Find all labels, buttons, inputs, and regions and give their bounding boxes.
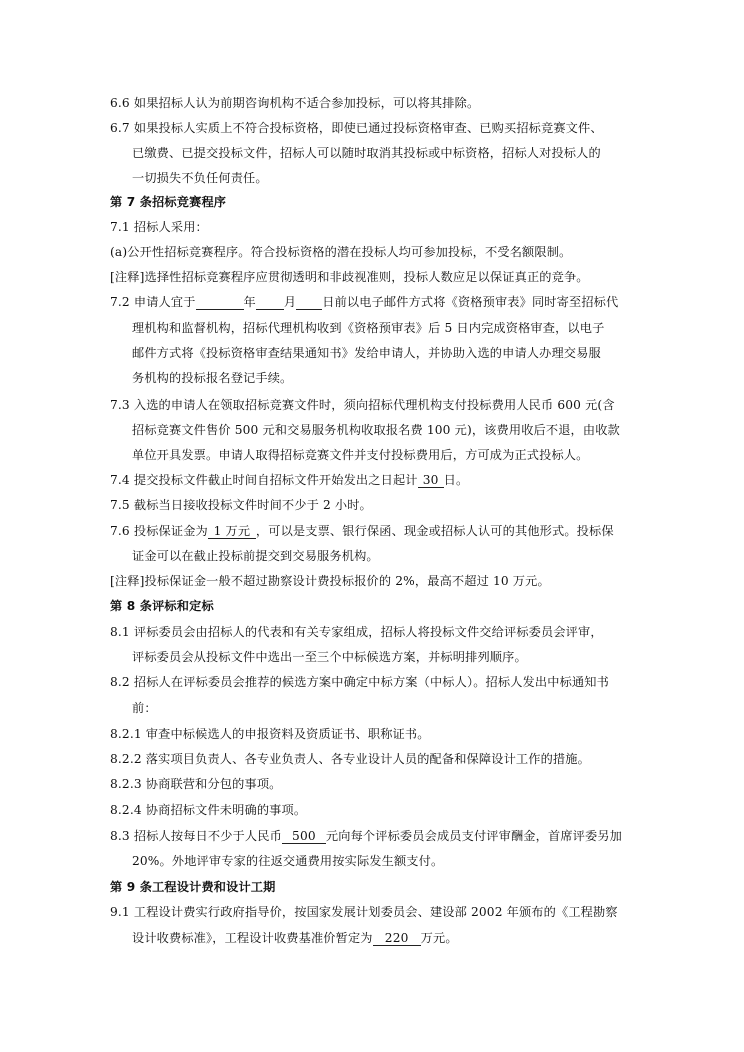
clause-6-7-cont: 一切损失不负任何责任。 — [132, 171, 268, 185]
clause-8-3-cont: 20%。外地评审专家的往返交通费用按实际发生额支付。 — [132, 854, 444, 868]
blank-day — [296, 295, 322, 310]
note-7-6: [注释]投标保证金一般不超过勘察设计费投标报价的 2%，最高不超过 10 万元。 — [110, 574, 550, 588]
clause-6-6: 6.6 如果招标人认为前期咨询机构不适合参加投标，可以将其排除。 — [110, 96, 480, 110]
clause-7-1: 7.1 招标人采用： — [110, 220, 208, 234]
clause-7-1-a: (a)公开性招标竞赛程序。符合投标资格的潜在投标人均可参加投标，不受名额限制。 — [110, 245, 572, 259]
clause-8-2-1: 8.2.1 审查中标候选人的申报资料及资质证书、职称证书。 — [110, 727, 430, 741]
clause-8-2-4: 8.2.4 协商招标文件未明确的事项。 — [110, 803, 307, 817]
clause-7-2-prefix: 7.2 申请人宜于 — [110, 295, 196, 309]
clause-8-2-cont: 前： — [132, 701, 157, 715]
clause-8-3 — [110, 828, 622, 844]
clause-7-2-cont: 务机构的投标报名登记手续。 — [132, 371, 293, 385]
heading-article-9: 第 9 条工程设计费和设计工期 — [110, 880, 276, 894]
heading-article-8: 第 8 条评标和定标 — [110, 599, 214, 613]
clause-9-1: 9.1 工程设计费实行政府指导价，按国家发展计划委员会、建设部 2002 年颁布的《工程勘察 — [110, 905, 618, 919]
clause-7-6 — [110, 523, 614, 539]
clause-9-1-cont — [132, 930, 458, 946]
clause-7-2-cont: 邮件方式将《投标资格审查结果通知书》发给申请人，并协助入选的申请人办理交易服 — [132, 346, 601, 360]
clause-8-1-cont: 评标委员会从投标文件中选出一至三个中标候选方案，并标明排列顺序。 — [132, 650, 527, 664]
heading-article-7: 第 7 条招标竞赛程序 — [110, 195, 227, 209]
clause-7-4 — [110, 472, 468, 488]
clause-6-7-cont: 已缴费、已提交投标文件，招标人可以随时取消其投标或中标资格，招标人对投标人的 — [132, 146, 601, 160]
clause-7-5: 7.5 截标当日接收投标文件时间不少于 2 小时。 — [110, 498, 372, 512]
deadline-days: 30 — [418, 473, 444, 488]
clause-8-2-2: 8.2.2 落实项目负责人、各专业负责人、各专业设计人员的配备和保障设计工作的措施。 — [110, 752, 590, 766]
bid-bond-amount: 1 万元 — [208, 524, 256, 539]
clause-9-1-suffix: 万元。 — [420, 931, 458, 945]
clause-7-3-cont: 招标竞赛文件售价 500 元和交易服务机构收取报名费 100 元)，该费用收后不退，由收款 — [132, 423, 620, 437]
clause-7-6-suffix: ，可以是支票、银行保函、现金或招标人认可的其他形式。投标保 — [255, 524, 614, 538]
clause-7-2-cont: 理机构和监督机构，招标代理机构收到《资格预审表》后 5 日内完成资格审查，以电子 — [132, 321, 605, 335]
clause-7-3-cont: 单位开具发票。申请人取得招标竞赛文件并支付投标费用后，方可成为正式投标人。 — [132, 448, 589, 462]
label-month: 月 — [283, 295, 297, 309]
clause-7-2 — [110, 294, 618, 310]
clause-8-1: 8.1 评标委员会由招标人的代表和有关专家组成，招标人将投标文件交给评标委员会评审， — [110, 625, 603, 639]
note-7-1: [注释]选择性招标竞赛程序应贯彻透明和非歧视准则，投标人数应足以保证真正的竞争。 — [110, 270, 589, 284]
clause-7-3: 7.3 入选的申请人在领取招标竞赛文件时，须向招标代理机构支付投标费用人民币 600 元(含 — [110, 398, 615, 412]
clause-8-3-suffix: 元向每个评标委员会成员支付评审酬金，首席评委另加 — [325, 829, 623, 843]
clause-7-6-cont: 证金可以在截止投标前提交到交易服务机构。 — [132, 549, 379, 563]
clause-9-1-prefix: 设计收费标准》，工程设计收费基准价暂定为 — [132, 931, 373, 945]
blank-year — [196, 295, 244, 310]
clause-7-2-rest: 日前以电子邮件方式将《资格预审表》同时寄至招标代 — [322, 295, 619, 309]
clause-8-3-prefix: 8.3 招标人按每日不少于人民币 — [110, 829, 282, 843]
clause-8-2-3: 8.2.3 协商联营和分包的事项。 — [110, 777, 282, 791]
clause-7-4-prefix: 7.4 提交投标文件截止时间自招标文件开始发出之日起计 — [110, 473, 418, 487]
label-year: 年 — [243, 295, 256, 309]
clause-7-4-suffix: 日。 — [443, 473, 469, 487]
clause-7-6-prefix: 7.6 投标保证金为 — [110, 524, 208, 538]
blank-month — [256, 295, 284, 310]
clause-8-2: 8.2 招标人在评标委员会推荐的候选方案中确定中标方案（中标人）。招标人发出中标通知书 — [110, 675, 609, 689]
clause-6-7: 6.7 如果投标人实质上不符合投标资格，即使已通过投标资格审查、已购买招标竞赛文件、 — [110, 121, 603, 135]
design-fee-base: 220 — [373, 931, 421, 946]
review-fee-amount: 500 — [282, 829, 326, 844]
